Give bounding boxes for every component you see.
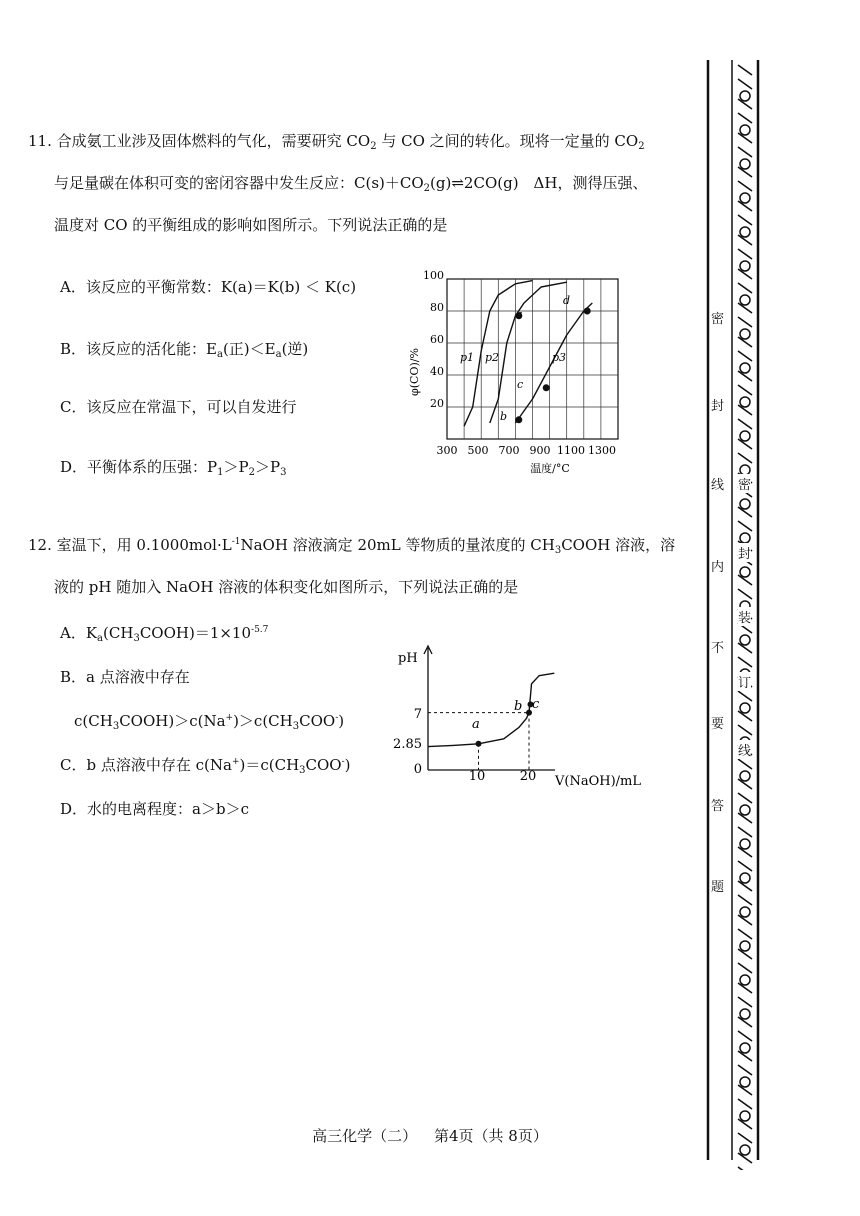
margin-circle [740,1043,750,1053]
point-label-c: c [517,378,524,391]
margin-circle [740,1009,750,1019]
margin-circle [740,227,750,237]
margin-circle [740,975,750,985]
chart1-ytick-40: 40 [430,365,444,378]
chart1-xtick-900: 900 [529,444,551,457]
margin-char-inner: 密 [738,474,751,493]
margin-slash [738,1031,752,1041]
margin-slash [738,759,752,769]
margin-char-outer: 不 [711,641,725,656]
chart2-ytick-285: 2.85 [393,737,422,752]
point-label-d: d [563,294,571,307]
margin-slash [738,1065,752,1075]
chart2-ytick-7: 7 [413,707,422,722]
q12-option-b: B．a 点溶液中存在 [60,668,190,686]
margin-circle [740,907,750,917]
margin-slash [738,181,752,191]
margin-slash [738,521,752,531]
chart2-xtick-10: 10 [468,769,486,784]
margin-char-outer: 内 [711,560,725,575]
margin-circle [740,261,750,271]
margin-circle [740,125,750,135]
q11-line2: 与足量碳在体积可变的密闭容器中发生反应：$C(s)+CO_2(g)\rightleftharpoons 2CO(g)$ ΔH，测得压强、 [54,174,648,194]
margin-circle [740,941,750,951]
margin-circle [740,805,750,815]
margin-char-inner: 订 [738,672,751,691]
point-c [543,384,550,391]
chart1-ytick-100: 100 [423,269,444,282]
margin-slash [738,215,752,225]
footer-page-number: 第4页（共 8页） [433,1127,548,1145]
margin-slash [738,929,752,939]
margin-slash [738,453,752,463]
margin-slash [738,79,752,89]
chart1-xtick-1300: 1300 [588,444,616,457]
margin-slash [738,1167,752,1170]
margin-circle [740,1111,750,1121]
margin-slash [738,113,752,123]
chart2-point-a [476,741,482,747]
margin-circle [740,567,750,577]
margin-circle [740,1145,750,1155]
margin-circle [740,499,750,509]
margin-circle [740,363,750,373]
chart2-xlabel: V(NaOH)/mL [555,774,641,789]
margin-char-outer: 封 [711,399,725,414]
curve-label-p1: p1 [460,351,475,364]
q12-option-a: A．$K_a(CH_3COOH)=1\times 10^{-5.7}$ [60,624,269,644]
margin-circle [740,533,750,543]
q11-option-b: B．该反应的活化能：$E_a$(正)$<E_a$(逆) [60,340,309,360]
chart2-point-label-b: b [514,699,523,714]
q11-line3: 温度对 CO 的平衡组成的影响如图所示。下列说法正确的是 [54,216,448,234]
point-label-b: b [500,410,508,423]
margin-slash [738,827,752,837]
margin-circle [740,839,750,849]
ph-titration-chart [380,640,660,790]
margin-slash [738,1133,752,1143]
q12-option-d: D．水的电离程度：a＞b＞c [60,800,249,818]
margin-circle [740,295,750,305]
margin-circle [740,873,750,883]
margin-slash [738,793,752,803]
margin-char-outer: 答 [711,799,725,814]
chart1-xtick-300: 300 [436,444,458,457]
margin-slash [738,589,752,599]
q11-number: 11. [28,132,52,150]
margin-circle [740,329,750,339]
margin-slash [738,317,752,327]
margin-char-outer: 密 [711,312,725,327]
margin-slash [738,861,752,871]
point-d [584,308,591,315]
margin-circle [740,1077,750,1087]
q12-line2: 液的 pH 随加入 NaOH 溶液的体积变化如图所示，下列说法正确的是 [54,578,519,596]
q12-option-b-line2: $c(CH_3COOH)>c(Na^+)>c(CH_3COO^-)$ [74,712,345,732]
chart1-ytick-80: 80 [430,301,444,314]
q12-number: 12. [28,536,52,554]
chart1-ytick-60: 60 [430,333,444,346]
margin-slash [738,65,752,75]
margin-slash [738,283,752,293]
margin-char-outer: 要 [711,717,725,732]
chart1-xlabel: 温度/°C [530,462,570,475]
chart1-ylabel: φ(CO)/% [408,348,421,396]
margin-slash [738,147,752,157]
chart1-xtick-1100: 1100 [557,444,585,457]
margin-slash [738,385,752,395]
margin-slash [738,351,752,361]
q12-option-c: C．b 点溶液中存在 $c(Na^+)=c(CH_3COO^-)$ [60,756,351,776]
margin-char-outer: 线 [711,478,725,493]
margin-slash [738,657,752,667]
chart2-point-label-c: c [532,697,540,712]
margin-char-inner: 装 [738,607,751,626]
margin-circle [740,635,750,645]
point-label-a: a [516,308,523,321]
margin-char-inner: 线 [738,740,751,759]
margin-circle [740,397,750,407]
q12-line1: 12. 室温下，用 $0.1000mol\cdot L^{-1}NaOH$ 溶液滴定 20mL 等物质的量浓度的 $CH_3COOH$ 溶液，溶 [28,536,676,556]
q11-line1: 11. 合成氨工业涉及固体燃料的气化，需要研究 $CO_2$ 与 CO 之间的转化。现将一定量的 $CO_2$ [28,132,645,152]
co-equilibrium-chart [400,262,640,477]
margin-slash [738,419,752,429]
chart1-xtick-500: 500 [467,444,489,457]
margin-circle [740,91,750,101]
margin-slash [738,691,752,701]
margin-char-outer: 题 [711,880,725,895]
chart1-ytick-20: 20 [430,397,444,410]
margin-char-inner: 封 [738,543,751,562]
margin-slash [738,963,752,973]
point-b [515,416,522,423]
margin-circle [740,431,750,441]
q11-option-d: D．平衡体系的压强：$P_1>P_2>P_3$ [60,458,287,478]
margin-circle [740,159,750,169]
curve-label-p2: p2 [485,351,500,364]
chart2-point-label-a: a [472,717,480,732]
margin-slash [738,997,752,1007]
margin-circle [740,703,750,713]
q11-option-a: A．该反应的平衡常数：K(a)＝K(b) ＜ K(c) [60,278,357,296]
footer-subject: 高三化学（二） [312,1127,418,1145]
margin-slash [738,895,752,905]
chart2-ylabel: pH [398,651,418,666]
margin-slash [738,725,752,735]
curve-label-p3: p3 [552,351,567,364]
binding-margin [700,60,770,1170]
margin-slash [738,1099,752,1109]
chart2-xtick-20: 20 [519,769,537,784]
chart2-ytick-0: 0 [413,762,422,777]
q11-option-c: C．该反应在常温下，可以自发进行 [60,398,297,416]
margin-circle [740,193,750,203]
chart1-xtick-700: 700 [498,444,520,457]
margin-slash [738,249,752,259]
margin-circle [740,771,750,781]
